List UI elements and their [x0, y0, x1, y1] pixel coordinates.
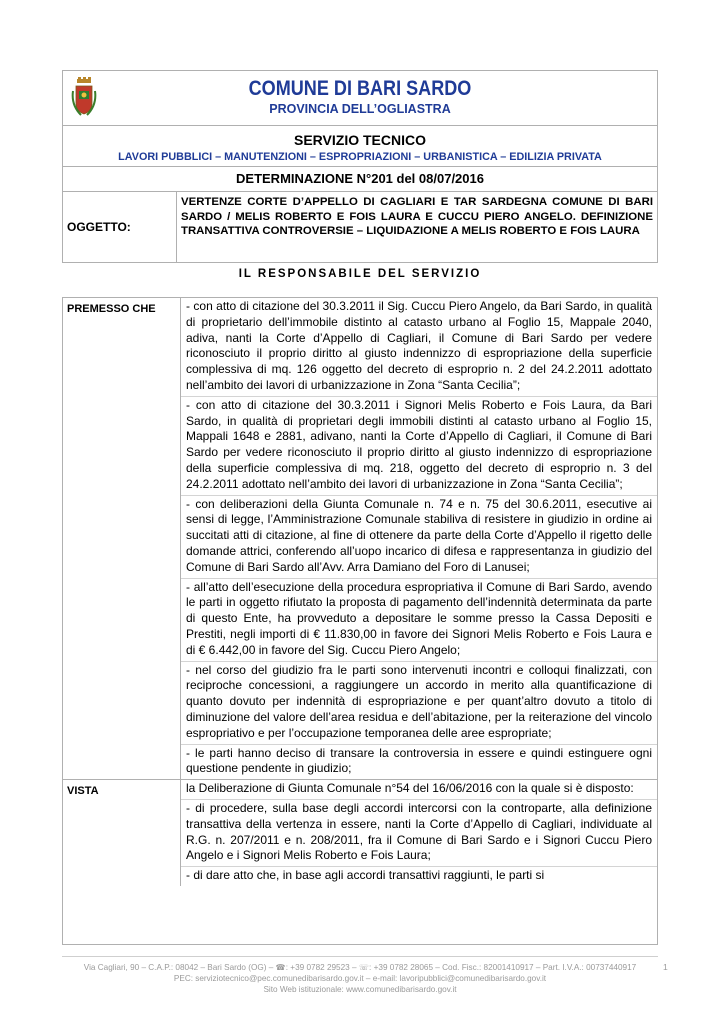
document-header: [62, 70, 658, 263]
paragraph: - all’atto dell’esecuzione della procedura espropriativa il Comune di Bari Sardo, avendo le parti in oggetto rifiutato la proposta di pagamento dell’indennità determinata da parte di questo Ente, ha provveduto a depositare le somme presso la Cassa Depositi e Prestiti, negli importi di € 11.830,00 in favore dei Signori Melis Roberto e Fois Laura e di € 6.442,00 in favore del Sig. Cuccu Piero Angelo;: [181, 579, 657, 662]
footer: [62, 962, 658, 995]
servizio-title: SERVIZIO TECNICO: [294, 132, 426, 148]
footer-website[interactable]: Sito Web istituzionale: www.comunedibarisardo.gov.it: [263, 985, 457, 994]
section-content: [181, 298, 657, 779]
oggetto-label: OGGETTO:: [63, 192, 177, 262]
servizio-settori: LAVORI PUBBLICI – MANUTENZIONI – ESPROPRIAZIONI – URBANISTICA – EDILIZIA PRIVATA: [118, 151, 602, 163]
paragraph: - le parti hanno deciso di transare la controversia in essere e quindi estinguere ogni questione pendente in giudizio;: [186, 745, 652, 776]
footer-pec[interactable]: PEC: serviziotecnico@pec.comunedibarisardo.gov.it – e-mail: lavoripubblici@comunedibarisardo.gov.it: [173, 974, 547, 983]
section-label: VISTA: [63, 780, 181, 886]
section-premesso: [63, 298, 657, 780]
oggetto-row: [63, 192, 657, 262]
footer-address: Via Cagliari, 90 – C.A.P.: 08042 – Bari Sardo (OG) – ☎: +39 0782 29523 – ☏: +39 0782 28065 – Cod. Fisc.: 82001410917 – Part. I.V.A.: 00737440917: [83, 963, 637, 972]
responsabile-heading: IL RESPONSABILE DEL SERVIZIO: [238, 268, 482, 280]
page-number: 1: [663, 962, 668, 972]
section-label: PREMESSO CHE: [63, 298, 181, 779]
oggetto-text: VERTENZE CORTE D’APPELLO DI CAGLIARI E TAR SARDEGNA COMUNE DI BARI SARDO / MELIS ROBERTO E FOIS LAURA E CUCCU PIERO ANGELO. DEFINIZIONE TRANSATTIVA CONTROVERSIE – LIQUIDAZIONE A MELIS ROBERTO E FOIS LAURA: [181, 196, 653, 237]
paragraph: - nel corso del giudizio fra le parti sono intervenuti incontri e colloqui finalizzati, con reciproche concessioni, a raggiungere un accordo in merito alla quantificazione di quanto dovuto per indennità di espropriazione e per quant’altro dovuto a titolo di diminuzione del valore dell’area residua e dell’abitazione, per la reiterazione del vincolo espropriativo e per l’occupazione temporanea delle aree espropriate;: [181, 662, 657, 745]
determinazione-title: DETERMINAZIONE N°201 del 08/07/2016: [63, 167, 657, 192]
section-vista: [63, 780, 657, 886]
section-content: [181, 780, 657, 886]
body-table: [62, 297, 658, 945]
footer-divider: [62, 956, 658, 957]
servizio-section: [63, 126, 657, 167]
provincia-subtitle: PROVINCIA DELL’OGLIASTRA: [269, 102, 451, 116]
paragraph: - di procedere, sulla base degli accordi intercorsi con la controparte, alla definizione transattiva della vertenza in essere, nanti la Corte d’Appello di Cagliari, individuate al R.G. n. 207/2011 e n. 208/2011, fra il Comune di Bari Sardo e i Signori Cuccu Piero Angelo e i Signori Melis Roberto e Fois Laura;: [181, 800, 657, 867]
comune-title: COMUNE DI BARI SARDO: [248, 77, 472, 100]
paragraph: - con atto di citazione del 30.3.2011 il Sig. Cuccu Piero Angelo, da Bari Sardo, in qualità di proprietario dell’immobile distinto al catasto urbano al Foglio 15, Mappale 2040, adiva, nanti la Corte d’Appello di Cagliari, il Comune di Bari Sardo per vedere riconosciuto il proprio diritto al giusto indennizzo di espropriazione della superficie complessiva di mq. 126 oggetto del decreto di esproprio n. 2 del 24.2.2011 adottato nell’ambito dei lavori di urbanizzazione in Zona “Santa Cecilia”;: [181, 298, 657, 397]
paragraph: - con atto di citazione del 30.3.2011 i Signori Melis Roberto e Fois Laura, da Bari Sardo, in qualità di proprietari degli immobili distinti al catasto urbano al Foglio 15, Mappali 1648 e 2881, adivano, nanti la Corte d’Appello di Cagliari, il Comune di Bari Sardo per vedere riconosciuto il proprio diritto al giusto indennizzo di espropriazione della superficie complessiva di mq. 218, oggetto del decreto di esproprio n. 3 del 24.2.2011 adottato nell’ambito dei lavori di urbanizzazione in Zona “Santa Cecilia”;: [181, 397, 657, 496]
paragraph: - di dare atto che, in base agli accordi transattivi raggiunti, le parti si: [186, 868, 545, 883]
header-top: [63, 71, 657, 126]
paragraph: - con deliberazioni della Giunta Comunale n. 74 e n. 75 del 30.6.2011, esecutive ai sensi di legge, l’Amministrazione Comunale stabiliva di resistere in giudizio in ordine ai succitati atti di citazione, al fine di ottenere da parte della Corte d’Appello il rigetto delle domande attrici, conferendo all’uopo incarico di difesa e rappresentanza in giudizio del Comune di Bari Sardo all’Avv. Arra Damiano del Foro di Lanusei;: [181, 496, 657, 579]
paragraph: la Deliberazione di Giunta Comunale n°54 del 16/06/2016 con la quale si è disposto:: [181, 780, 657, 800]
